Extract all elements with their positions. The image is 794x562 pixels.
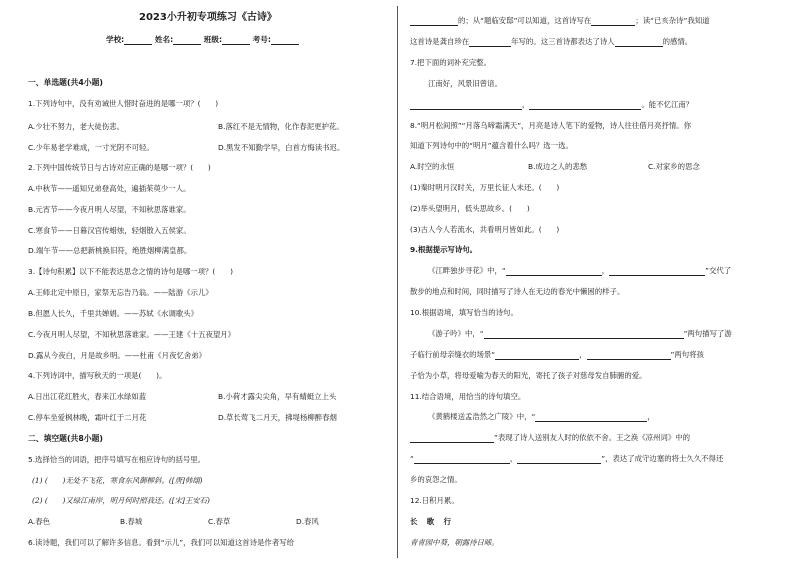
question-12: 12.日积月累。 [410,496,459,505]
question-8: 8.“明月松间照”“月落乌啼霜满天”，月亮是诗人笔下的爱物，诗人往往借月亮抒情。你 [410,121,692,130]
question-10: 10.根据语境，填写恰当的诗句。 [410,308,518,317]
q11-blank-2[interactable] [410,434,494,443]
section-1-heading: 一、单选题(共4小题) [28,78,103,87]
q11-line-3: “ ， ”，表达了成守边塞的将士久久不得还 [410,454,724,463]
q1-option-c: C.少年易老学难成，一寸光阴不可轻。 [28,143,154,152]
q4-option-c: C.停车坐爱枫林晚，霜叶红于二月花 [28,413,147,422]
q10-blank-1[interactable] [484,330,684,339]
q6-blank-4[interactable] [615,38,663,47]
q4-option-d: D.草长莺飞二月天，拂堤杨柳醉春烟 [218,413,337,422]
q2-option-b: B.元宵节——今夜月明人尽望，不知秋思落谁家。 [28,205,191,214]
q8-option-b: B.成边之人的悲愁 [528,162,588,171]
q6-continued-line-2 [410,37,692,47]
q1-option-a: A.少壮不努力，老大徒伤悲。 [28,122,124,131]
q3-option-b: B.但愿人长久，千里共婵娟。——苏轼《水调歌头》 [28,309,199,318]
q8-sentence-2: (2)举头望明月，低头思故乡。( ) [410,204,530,213]
q7-line-1: 江南好，风景旧曾谙。 [428,79,502,88]
q10-line-2: 子临行前母亲缝衣的场景“ ， ”两句将孩 [410,350,704,359]
q6-blank-2[interactable] [591,17,635,26]
question-7: 7.把下面的词补充完整。 [410,58,491,67]
page-title: 2023小升初专项练习《古诗》 [139,12,277,23]
q7-blank-1[interactable] [410,101,522,110]
class-label: 班级: [203,35,223,44]
name-blank[interactable] [173,36,201,45]
q5-option-a: A.春色 [28,517,51,526]
student-info [106,35,299,45]
q5-line-1: (1) ( )无处不飞花，寒食东风御柳斜。([唐]韩翃) [32,476,203,485]
q3-option-c: C.今夜月明人尽望，不知秋思落谁家。——王建《十五夜望月》 [28,330,236,339]
q8-option-c: C.对家乡的思念 [648,162,700,171]
q2-option-c: C.寒食节——日暮汉宫传蜡烛，轻烟散入五侯家。 [28,226,191,235]
exam-no-blank[interactable] [271,36,299,45]
q10-blank-2[interactable] [495,351,579,360]
poem-line-1: 青青园中葵，朝露待日晞。 [410,538,499,547]
q6-blank-3[interactable] [469,38,511,47]
q10-line-1: 《游子吟》中，“ ”两句描写了游 [428,329,732,338]
q11-blank-3[interactable] [414,455,510,464]
q2-option-a: A.中秋节——遥知兄弟登高处，遍插茱萸少一人。 [28,184,191,193]
q10-blank-3[interactable] [587,351,671,360]
column-divider [397,6,398,558]
question-4: 4.下列诗词中，描写秋天的一项是( )。 [28,371,167,380]
q11-blank-4[interactable] [517,455,601,464]
question-11: 11.结合语境，用恰当的诗句填空。 [410,392,526,401]
q5-line-2: (2) ( )又绿江南岸，明月何时照我还。([宋]王安石) [32,496,210,505]
q8-option-a: A.时空的永恒 [410,162,455,171]
q7-line-2: ， 。能不忆江南？ [410,100,693,110]
class-blank[interactable] [222,36,250,45]
exam-no-label: 考号: [252,35,271,44]
question-5: 5.选择恰当的词语，把序号填写在相应诗句的括号里。 [28,455,206,464]
q3-option-a: A.王师北定中原日，家祭无忘告乃翁。——陆游《示儿》 [28,288,213,297]
q1-option-d: D.黑发不知勤学早，白首方悔读书迟。 [218,143,345,152]
q1-option-b: B.落红不是无情物，化作春泥更护花。 [218,122,344,131]
q8-line-2: 知道下列诗句中的“明月”蕴含着什么吗？选一选。 [410,141,573,150]
q8-sentence-3: (3)古人今人若流水，共看明月皆如此。( ) [410,225,560,234]
q6-continued-line-1 [410,16,710,26]
q5-option-b: B.春城 [120,517,143,526]
question-1: 1.下列诗句中，没有劝诫世人惜时奋进的是哪一项？( ) [28,99,219,108]
q8-sentence-1: (1)秦时明月汉时关，万里长征人未还。( ) [410,183,560,192]
q6-text-4: 年写的。这三首诗都表达了诗人 [511,37,615,46]
q3-option-d: D.露从今夜白，月是故乡明。——杜甫《月夜忆舍弟》 [28,351,207,360]
poem-title: 长 歌 行 [410,517,452,526]
q6-text-1: 的；从“题临安邸”可以知道，这首诗写在 [458,16,592,25]
q6-text-3: 这首诗是龚自珍在 [410,37,470,46]
school-label: 学校: [106,35,125,44]
q6-text-5: 的感情。 [662,37,693,46]
q9-line-2: 散步的地点和时间，同时描写了诗人在无边的春光中懒困的样子。 [410,287,625,296]
question-9: 9.根据提示写诗句。 [410,245,478,254]
question-6: 6.读诗题，我们可以了解许多信息。看到“示儿”，我们可以知道这首诗是作者写给 [28,538,294,547]
q6-blank-1[interactable] [410,17,458,26]
q9-blank-1[interactable] [506,267,602,276]
q11-line-1: 《黄鹤楼送孟浩然之广陵》中，“ ， [428,412,655,421]
q11-blank-1[interactable] [535,413,647,422]
question-3: 3.【诗句积累】以下不能表达思念之情的诗句是哪一项？( ) [28,267,233,276]
q10-line-3: 子恰为小草，将母爱喻为春天的阳光，寄托了孩子对慈母发自肺腑的爱。 [410,371,647,380]
question-2: 2.下列中国传统节日与古诗对应正确的是哪一项？( ) [28,163,211,172]
section-2-heading: 二、填空题(共8小题) [28,434,103,443]
q5-option-c: C.春草 [208,517,231,526]
q6-text-2: ；读“已亥杂诗”我知道 [635,16,710,25]
q7-blank-2[interactable] [529,101,641,110]
q9-line-1: 《江畔独步寻花》中，“ ， ”交代了 [428,266,732,275]
q5-option-d: D.春风 [296,517,319,526]
name-label: 姓名: [154,35,174,44]
q9-blank-2[interactable] [609,267,705,276]
school-blank[interactable] [124,36,152,45]
q2-option-d: D.端午节——总把新桃换旧符，绝胜烟柳满皇都。 [28,246,192,255]
q4-option-a: A.日出江花红胜火，春来江水绿如蓝 [28,392,147,401]
q4-option-b: B.小荷才露尖尖角，早有蜻蜓立上头 [218,392,337,401]
q11-line-2: ”表现了诗人送别友人时的依依不舍。王之涣《凉州词》中的 [410,433,690,443]
q11-line-4: 乡的哀怨之情。 [410,475,462,484]
